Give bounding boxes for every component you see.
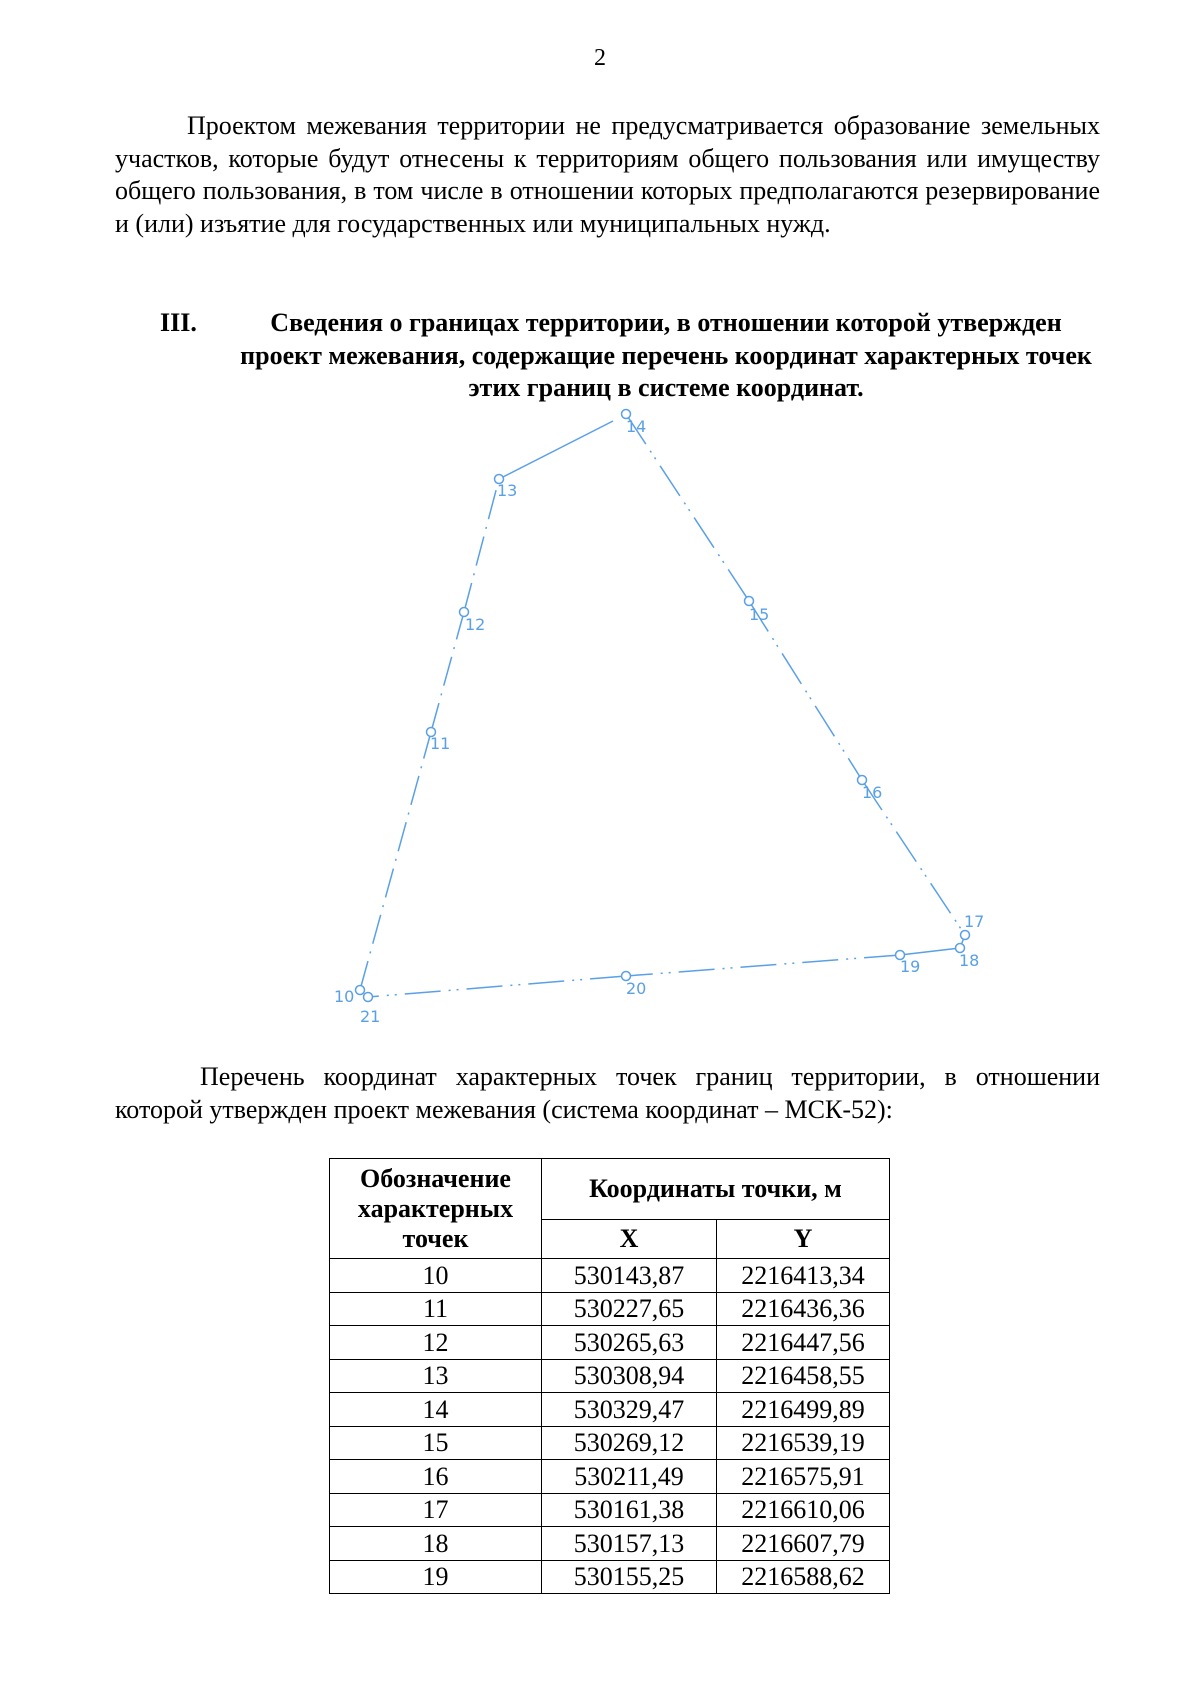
cell-y: 2216458,55	[717, 1359, 890, 1393]
point-label-14: 14	[626, 417, 647, 436]
cell-y: 2216588,62	[717, 1560, 890, 1594]
boundary-segment-19-20	[626, 955, 900, 976]
cell-x: 530157,13	[542, 1527, 717, 1561]
cell-x: 530155,25	[542, 1560, 717, 1594]
point-label-12: 12	[465, 615, 486, 634]
table-row	[330, 1292, 890, 1326]
boundary-segment-10-11	[360, 732, 431, 990]
point-label-15: 15	[749, 605, 770, 624]
cell-y: 2216607,79	[717, 1527, 890, 1561]
header-coords: Координаты точки, м	[542, 1159, 890, 1220]
table-row	[330, 1493, 890, 1527]
cell-point: 18	[330, 1527, 542, 1561]
boundary-segment-11-12	[431, 612, 464, 732]
boundary-segment-18-19	[900, 948, 960, 955]
cell-point: 14	[330, 1393, 542, 1427]
cell-point: 19	[330, 1560, 542, 1594]
cell-x: 530161,38	[542, 1493, 717, 1527]
table-row	[330, 1426, 890, 1460]
page-number: 2	[594, 45, 606, 71]
cell-y: 2216413,34	[717, 1259, 890, 1293]
boundary-segment-13-14	[499, 421, 613, 479]
cell-y: 2216436,36	[717, 1292, 890, 1326]
cell-point: 13	[330, 1359, 542, 1393]
point-label-18: 18	[959, 951, 980, 970]
point-label-17: 17	[964, 912, 985, 931]
table-row	[330, 1560, 890, 1594]
point-labels	[334, 417, 984, 1026]
cell-y: 2216610,06	[717, 1493, 890, 1527]
coordinates-table	[329, 1158, 890, 1594]
table-row	[330, 1460, 890, 1494]
cell-point: 16	[330, 1460, 542, 1494]
cell-x: 530143,87	[542, 1259, 717, 1293]
point-label-20: 20	[626, 979, 647, 998]
table-header-row	[330, 1159, 890, 1220]
point-label-10: 10	[334, 987, 355, 1006]
section-number: III.	[160, 308, 197, 337]
intro-paragraph: Проектом межевания территории не предусматривается образование земельных участков, которые будут отнесены к территориям общего пользования или имуществу общего пользования, в том числе в отношении которых предполагаются резервирование и (или) изъятие для государственных или муниципальных нужд.	[115, 111, 1100, 238]
cell-point: 11	[330, 1292, 542, 1326]
cell-y: 2216539,19	[717, 1426, 890, 1460]
point-label-16: 16	[862, 783, 883, 802]
cell-x: 530329,47	[542, 1393, 717, 1427]
table-body	[330, 1259, 890, 1594]
table-row	[330, 1259, 890, 1293]
cell-y: 2216575,91	[717, 1460, 890, 1494]
boundary-segment-14-15	[626, 414, 749, 601]
cell-point: 10	[330, 1259, 542, 1293]
boundary-segment-15-16	[749, 601, 862, 780]
point-marker-21	[364, 993, 373, 1002]
table-row	[330, 1326, 890, 1360]
section-title: Сведения о границах территории, в отношении которой утвержден проект межевания, содержащие перечень координат характерных точек этих границ в системе координат.	[240, 308, 1092, 402]
point-label-21: 21	[360, 1007, 381, 1026]
cell-x: 530269,12	[542, 1426, 717, 1460]
boundary-points	[356, 410, 970, 1002]
boundary-segment-12-13	[464, 479, 499, 612]
boundary-segment-16-17	[862, 780, 965, 935]
table-row	[330, 1393, 890, 1427]
point-label-11: 11	[430, 734, 451, 753]
table-row	[330, 1527, 890, 1561]
point-marker-10	[356, 986, 365, 995]
cell-point: 12	[330, 1326, 542, 1360]
point-marker-17	[961, 931, 970, 940]
header-y: Y	[717, 1219, 890, 1258]
cell-y: 2216499,89	[717, 1393, 890, 1427]
header-x: X	[542, 1219, 717, 1258]
cell-x: 530265,63	[542, 1326, 717, 1360]
cell-x: 530308,94	[542, 1359, 717, 1393]
header-point: Обозначение характерных точек	[330, 1159, 542, 1259]
boundary-lines	[360, 414, 965, 997]
cell-y: 2216447,56	[717, 1326, 890, 1360]
cell-point: 17	[330, 1493, 542, 1527]
point-label-19: 19	[900, 957, 921, 976]
point-label-13: 13	[497, 481, 518, 500]
cell-x: 530211,49	[542, 1460, 717, 1494]
table-row	[330, 1359, 890, 1393]
cell-point: 15	[330, 1426, 542, 1460]
cell-x: 530227,65	[542, 1292, 717, 1326]
boundary-segment-20-21	[368, 976, 626, 997]
coords-intro: Перечень координат характерных точек границ территории, в отношении которой утвержден проект межевания (система координат – МСК-52):	[115, 1062, 1100, 1124]
boundary-diagram	[0, 400, 1200, 1040]
